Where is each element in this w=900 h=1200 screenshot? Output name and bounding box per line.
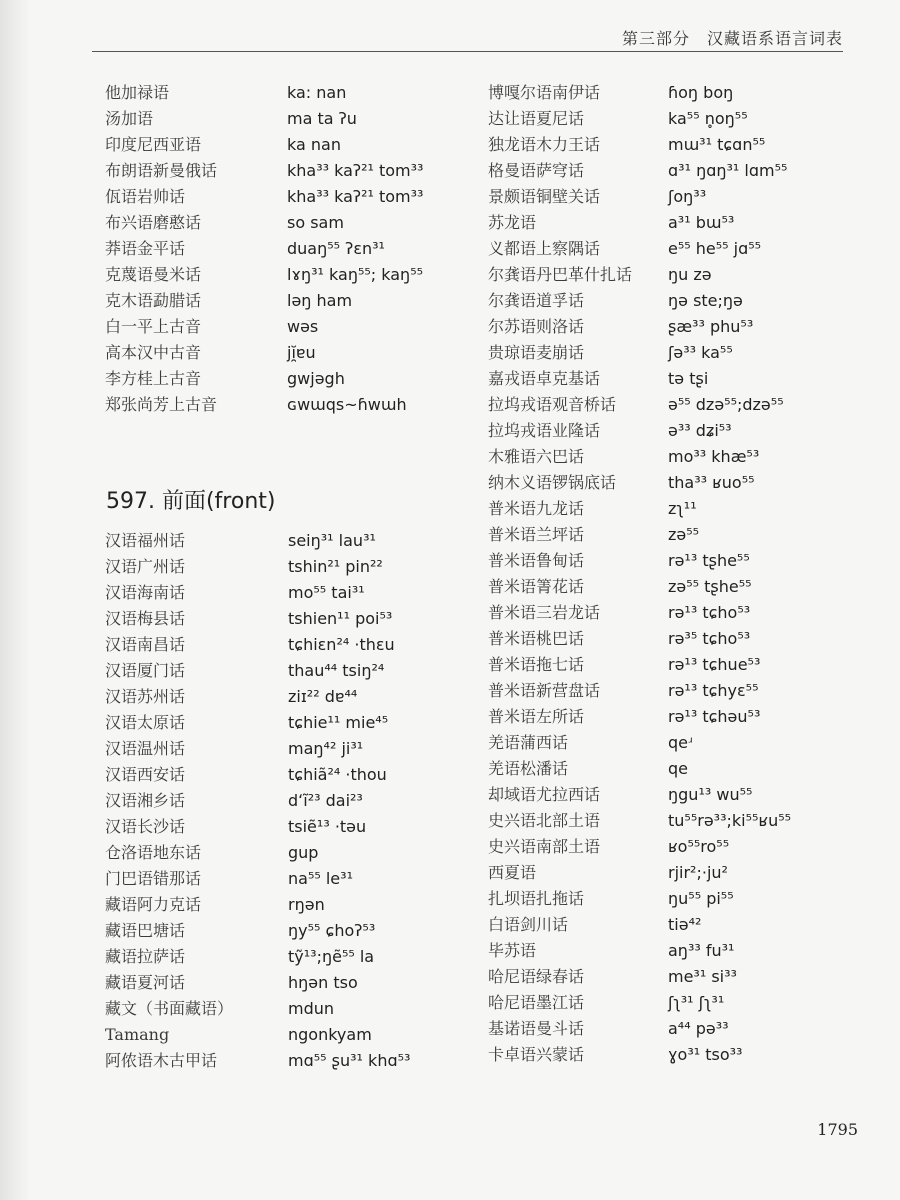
language-name: 白语剑川话 <box>488 915 569 934</box>
language-name: 印度尼西亚语 <box>105 135 202 154</box>
language-name: 史兴语南部土语 <box>488 837 601 856</box>
language-name: 莽语金平话 <box>105 239 186 258</box>
language-name: 高本汉中古音 <box>105 343 202 362</box>
word-form: tshien¹¹ poi⁵³ <box>288 609 393 628</box>
word-form: seiŋ³¹ lau³¹ <box>288 531 376 550</box>
language-name: 哈尼语绿春话 <box>488 967 585 986</box>
language-name: 仓洛语地东话 <box>105 843 202 862</box>
language-name: 普米语拖七话 <box>488 655 585 674</box>
language-name: 贵琼语麦崩话 <box>488 343 585 362</box>
language-name: 却域语尤拉西话 <box>488 785 601 804</box>
word-form: ʃə³³ ka⁵⁵ <box>668 343 733 362</box>
word-form: kha³³ kaʔ²¹ tom³³ <box>287 187 424 206</box>
language-name: 普米语兰坪话 <box>488 525 585 544</box>
language-name: 扎坝语扎拖话 <box>488 889 585 908</box>
language-name: 布朗语新曼俄话 <box>105 161 218 180</box>
language-name: 汉语太原话 <box>105 713 186 732</box>
language-name: 西夏语 <box>488 863 537 882</box>
language-name: 汉语温州话 <box>105 739 186 758</box>
word-form: tshin²¹ pin²² <box>288 557 383 576</box>
language-name: 他加禄语 <box>105 83 170 102</box>
language-name: 景颇语铜壁关话 <box>488 187 601 206</box>
language-name: Tamang <box>105 1025 170 1044</box>
word-form: tiə⁴² <box>668 915 702 934</box>
language-name: 藏语夏河话 <box>105 973 186 992</box>
word-form: dʻĩ²³ dai²³ <box>288 791 363 810</box>
word-form: tỹ¹³;ŋẽ⁵⁵ la <box>288 947 375 966</box>
word-form: ŋu zə <box>668 265 712 284</box>
word-form: lɤŋ³¹ kaŋ⁵⁵; kaŋ⁵⁵ <box>287 265 424 284</box>
word-form: ʂæ³³ phu⁵³ <box>668 317 754 336</box>
word-form: ziɪ²² dɐ⁴⁴ <box>288 687 358 706</box>
word-form: ka nan <box>287 135 341 154</box>
word-form: ŋu⁵⁵ pi⁵⁵ <box>668 889 734 908</box>
language-name: 普米语九龙话 <box>488 499 585 518</box>
word-form: ŋə ste;ŋə <box>668 291 743 310</box>
language-name: 阿侬语木古甲话 <box>105 1051 218 1070</box>
word-form: jĭ̯ɐu <box>287 343 316 362</box>
word-form: gup <box>288 843 319 862</box>
word-form: tha³³ ʁuo⁵⁵ <box>668 473 755 492</box>
word-form: mo⁵⁵ tai³¹ <box>288 583 365 602</box>
word-form: ka⁵⁵ n̥oŋ⁵⁵ <box>668 109 748 128</box>
word-form: zʅ¹¹ <box>668 499 697 518</box>
language-name: 羌语松潘话 <box>488 759 569 778</box>
word-form: ka: nan <box>287 83 347 102</box>
language-name: 达让语夏尼话 <box>488 109 585 128</box>
word-form: rə³⁵ tɕho⁵³ <box>668 629 751 648</box>
language-name: 毕苏语 <box>488 941 537 960</box>
language-name: 藏语拉萨话 <box>105 947 186 966</box>
word-form: ʃoŋ³³ <box>668 187 707 206</box>
word-form: ɢwɯqs~ɦwɯh <box>287 395 407 414</box>
word-form: qe <box>668 759 688 778</box>
language-name: 普米语鲁甸话 <box>488 551 585 570</box>
language-name: 汉语苏州话 <box>105 687 186 706</box>
word-form: wəs <box>287 317 319 336</box>
language-name: 汉语海南话 <box>105 583 186 602</box>
language-name: 嘉戎语卓克基话 <box>488 369 601 388</box>
word-form: rə¹³ tɕho⁵³ <box>668 603 751 622</box>
word-form: thau⁴⁴ tsiŋ²⁴ <box>288 661 385 680</box>
word-form: aŋ³³ fu³¹ <box>668 941 735 960</box>
section-heading: 597. 前面(front) <box>106 489 276 514</box>
language-name: 克木语勐腊话 <box>105 291 202 310</box>
word-form: ʃʅ³¹ ʃʅ³¹ <box>668 993 725 1012</box>
word-form: a⁴⁴ pə³³ <box>668 1019 729 1038</box>
language-name: 白一平上古音 <box>105 317 202 336</box>
word-form: gwjəgh <box>287 369 345 388</box>
word-form: maŋ⁴² ji³¹ <box>288 739 364 758</box>
running-header: 第三部分 汉藏语系语言词表 <box>621 29 843 48</box>
language-name: 布兴语磨憨话 <box>105 213 202 232</box>
language-name: 汤加语 <box>105 109 154 128</box>
language-name: 尔龚语道孚话 <box>488 291 585 310</box>
language-name: 羌语蒲西话 <box>488 733 569 752</box>
word-form: ə³³ dʑi⁵³ <box>668 421 732 440</box>
word-form: ʁo⁵⁵ro⁵⁵ <box>668 837 730 856</box>
word-form: tɕhie¹¹ mie⁴⁵ <box>288 713 389 732</box>
word-form: ɦoŋ boŋ <box>668 83 734 102</box>
word-form: ŋgu¹³ wu⁵⁵ <box>668 785 753 804</box>
language-name: 汉语西安话 <box>105 765 186 784</box>
word-form: rjir²;·ju² <box>668 863 728 882</box>
page-number: 1795 <box>817 1120 858 1139</box>
word-form: hŋən tso <box>288 973 358 992</box>
word-form: tə tʂi <box>668 369 709 388</box>
language-name: 汉语南昌话 <box>105 635 186 654</box>
word-form: rə¹³ tɕhyɛ⁵⁵ <box>668 681 759 700</box>
language-name: 苏龙语 <box>488 213 537 232</box>
word-form: so sam <box>287 213 344 232</box>
word-form: ngonkyam <box>288 1025 372 1044</box>
word-form: a³¹ bɯ⁵³ <box>668 213 735 232</box>
word-form: rə¹³ tɕhue⁵³ <box>668 655 761 674</box>
language-name: 拉坞戎语业隆话 <box>488 421 601 440</box>
word-form: rŋən <box>288 895 325 914</box>
language-name: 普米语三岩龙话 <box>488 603 601 622</box>
language-name: 史兴语北部土语 <box>488 811 601 830</box>
language-name: 佤语岩帅话 <box>105 187 186 206</box>
language-name: 汉语厦门话 <box>105 661 186 680</box>
language-name: 李方桂上古音 <box>105 369 202 388</box>
language-name: 哈尼语墨江话 <box>488 993 585 1012</box>
language-name: 普米语新营盘话 <box>488 681 601 700</box>
language-name: 汉语福州话 <box>105 531 186 550</box>
word-form: ɣo³¹ tso³³ <box>668 1045 743 1064</box>
word-form: duaŋ⁵⁵ ʔɛn³¹ <box>287 239 385 258</box>
language-name: 藏文（书面藏语） <box>105 999 234 1018</box>
language-name: 纳木义语锣锅底话 <box>488 473 617 492</box>
language-name: 博嘎尔语南伊话 <box>488 83 601 102</box>
word-form: zə⁵⁵ tʂhe⁵⁵ <box>668 577 752 596</box>
language-name: 普米语左所话 <box>488 707 585 726</box>
word-form: rə¹³ tɕhəu⁵³ <box>668 707 761 726</box>
language-name: 郑张尚芳上古音 <box>105 395 218 414</box>
language-name: 独龙语木力王话 <box>488 135 601 154</box>
page-spine-shadow <box>0 0 30 1200</box>
word-form: tsiẽ¹³ ·təu <box>288 817 367 836</box>
language-name: 卡卓语兴蒙话 <box>488 1045 585 1064</box>
language-name: 藏语阿力克话 <box>105 895 202 914</box>
language-name: 藏语巴塘话 <box>105 921 186 940</box>
word-form: mɯ³¹ tɕɑn⁵⁵ <box>668 135 766 154</box>
word-form: na⁵⁵ le³¹ <box>288 869 353 888</box>
language-name: 木雅语六巴话 <box>488 447 585 466</box>
language-name: 格曼语萨穹话 <box>488 161 585 180</box>
language-name: 尔苏语则洛话 <box>488 317 585 336</box>
language-name: 基诺语曼斗话 <box>488 1019 585 1038</box>
word-form: rə¹³ tʂhe⁵⁵ <box>668 551 750 570</box>
header-rule <box>92 51 843 52</box>
word-form: ləŋ ham <box>287 291 353 310</box>
language-name: 尔龚语丹巴革什扎话 <box>488 265 633 284</box>
language-name: 汉语梅县话 <box>105 609 186 628</box>
word-form: mɑ⁵⁵ ʂu³¹ khɑ⁵³ <box>288 1051 411 1070</box>
word-form: me³¹ si³³ <box>668 967 737 986</box>
language-name: 拉坞戎语观音桥话 <box>488 395 617 414</box>
language-name: 门巴语错那话 <box>105 869 202 888</box>
language-name: 汉语长沙话 <box>105 817 186 836</box>
word-form: tɕhiɛn²⁴ ·thɛu <box>288 635 395 654</box>
word-form: ɑ³¹ ŋɑŋ³¹ lɑm⁵⁵ <box>668 161 788 180</box>
language-name: 义都语上察隅话 <box>488 239 601 258</box>
word-form: ma ta ʔu <box>287 109 357 128</box>
language-name: 克蔑语曼米话 <box>105 265 202 284</box>
word-form: ŋy⁵⁵ ɕhoʔ⁵³ <box>288 921 376 940</box>
word-form: e⁵⁵ he⁵⁵ jɑ⁵⁵ <box>668 239 762 258</box>
word-form: mo³³ khæ⁵³ <box>668 447 760 466</box>
language-name: 汉语湘乡话 <box>105 791 186 810</box>
word-form: qeʴ <box>668 733 693 752</box>
word-form: tu⁵⁵rə³³;ki⁵⁵ʁu⁵⁵ <box>668 811 792 830</box>
language-name: 普米语桃巴话 <box>488 629 585 648</box>
word-form: mdun <box>288 999 335 1018</box>
word-form: zə⁵⁵ <box>668 525 700 544</box>
word-form: ə⁵⁵ dzə⁵⁵;dzə⁵⁵ <box>668 395 784 414</box>
language-name: 汉语广州话 <box>105 557 186 576</box>
language-name: 普米语箐花话 <box>488 577 585 596</box>
word-form: tɕhiã²⁴ ·thou <box>288 765 387 784</box>
word-form: kha³³ kaʔ²¹ tom³³ <box>287 161 424 180</box>
